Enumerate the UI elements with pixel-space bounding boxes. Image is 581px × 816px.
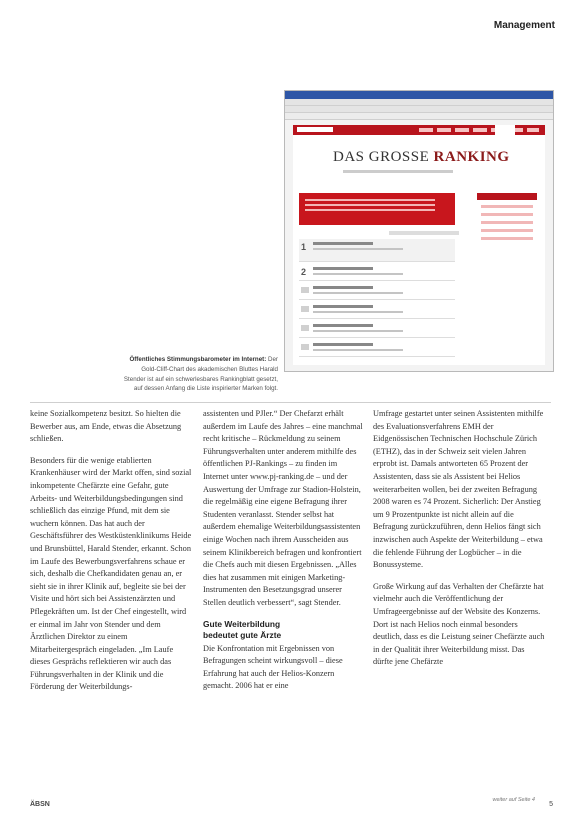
- ranking-row-title: [313, 305, 373, 308]
- paragraph: assistenten und PJler.“ Der Chefarzt erhält außerdem im Laufe des Jahres – eine manchmal recht kritische – Rückmeldung zu seinem Führungsverhalten unter anderem mithilfe des öffentlichen PJ-Rankings – zu finden im Internet unter www.pj-ranking.de – und der Auswertung der Umfrage zur Stadion-Holstein, die regelmäßig eine eigene Befragung ihrer Studenten veranlasst. Stender selbst hat außerdem ehemalige Weiterbildungsassistenten einige Wochen nach ihrem Ausscheiden aus seinem Klinikbereich befragen und konfrontiert die Chefs auch mit diesen Ergebnissen. „Alles dies hat zusammen mit einigen Marketing-Instrumenten den Besetzungsgrad unserer Stellen deutlich verbessert“, sagt Stender.: [203, 409, 363, 607]
- ranking-list: [299, 231, 455, 361]
- ranking-row-icon: [301, 287, 309, 293]
- ranking-row-text: [313, 330, 403, 332]
- ranking-row-text: [313, 248, 403, 250]
- ranking-row-title: [313, 242, 373, 245]
- ranking-list-controls: [389, 231, 459, 235]
- ranking-row-title: [313, 324, 373, 327]
- site-logo: [297, 127, 333, 132]
- article-column-1: [30, 408, 192, 703]
- browser-titlebar: [285, 91, 553, 99]
- site-nav-links: [419, 128, 539, 132]
- ranking-headline-plain: DAS GROSSE: [333, 149, 434, 165]
- ranking-row: [299, 239, 455, 262]
- ranking-row: [299, 302, 455, 319]
- ranking-row-title: [313, 343, 373, 346]
- section-header: Management: [493, 20, 555, 31]
- divider: [30, 402, 551, 403]
- sidebar-link: [481, 221, 533, 224]
- sidebar-header: [477, 193, 537, 200]
- sidebar-link: [481, 237, 533, 240]
- ranking-row-icon: [301, 306, 309, 312]
- sidebar-link: [481, 213, 533, 216]
- ranking-row-text: [313, 311, 403, 313]
- ranking-row: [299, 340, 455, 357]
- caption-lead: Öffentliches Stimmungsbarometer im Internet:: [129, 356, 267, 363]
- article-column-3: [373, 408, 545, 678]
- ranking-row-text: [313, 349, 403, 351]
- ranking-row-title: [313, 286, 373, 289]
- ranking-subline: [343, 170, 453, 173]
- ranking-intro-text: [305, 199, 435, 213]
- caption-body: Der Gold-Cliff-Chart des akademischen Bluttes Harald Stender ist auf ein schwerlesbares Rankingblatt gesetzt, auf dessen Anfang die Liste inspirierter Marken folgt.: [123, 356, 278, 393]
- ranking-sidebar: [477, 193, 537, 313]
- continuation-note: weiter auf Seite 4: [492, 797, 535, 803]
- sidebar-link: [481, 205, 533, 208]
- browser-toolbar: [285, 106, 553, 113]
- browser-address-bar: [285, 113, 553, 120]
- paragraph: Die Konfrontation mit Ergebnissen von Befragungen scheint wirkungsvoll – diese Erfahrung hat auch der Helios-Konzern gemacht. 2006 hat er eine: [203, 643, 343, 691]
- site-navbar: [293, 125, 545, 135]
- ranking-row-icon: [301, 344, 309, 350]
- figure-caption: [120, 355, 278, 394]
- journal-name: ÄBSN: [30, 801, 50, 808]
- subheading-line-2: bedeutet gute Ärzte: [203, 629, 282, 640]
- site-nav-active-tab: [495, 125, 515, 135]
- sidebar-link: [481, 229, 533, 232]
- subheading-line-1: Gute Weiterbildung: [203, 618, 281, 629]
- paragraph: Große Wirkung auf das Verhalten der Chefärzte hat vielmehr auch die Veröffentlichung der Umfrageergebnisse auf der Website des Konzerns. Dort ist nach Helios noch einmal besonders deutlich, dass es die Leistung seiner Chefärzte auch in der Qualität ihrer Weiterbildung misst. Das dürfte jene Chefärzte: [373, 581, 545, 667]
- ranking-number: 2: [301, 267, 307, 277]
- paragraph: Umfrage gestartet unter seinen Assistenten mithilfe des Evaluationsverfahrens EMH der Eidgenössischen Technischen Hochschule Zürich (ETHZ), das in der Schweiz seit vielen Jahren erprobt ist. Damals antworteten 65 Prozent der Assistenten, dass sie als Assistent bei Helios weiterarbeiten wollen, bei der zweiten Befragung 2008 waren es 74 Prozent. Sicherlich: Der Anstieg um 9 Prozentpunkte ist nicht allein auf die Befragung zurückzuführen, denn Helios fängt sich inzwischen auch Aspekte der Weiterbildung – etwa die fehlende Führung der Logbücher – in die Bonussysteme.: [373, 409, 544, 570]
- page-number: 5: [549, 801, 553, 808]
- ranking-row: [299, 264, 455, 281]
- browser-menubar: [285, 99, 553, 106]
- ranking-site: [293, 125, 545, 365]
- paragraph: keine Sozialkompetenz besitzt. So hielten die Bewerber aus, am Ende, etwas die Absetzung schließen.: [30, 409, 182, 444]
- article-column-2: [203, 408, 365, 702]
- ranking-row-text: [313, 273, 403, 275]
- ranking-headline: [333, 149, 510, 166]
- ranking-row-title: [313, 267, 373, 270]
- ranking-row-text: [313, 292, 403, 294]
- website-screenshot: [284, 90, 554, 372]
- ranking-headline-strong: RANKING: [433, 149, 510, 165]
- paragraph: Besonders für die wenige etablierten Krankenhäuser wird der Markt offen, sind sozial inkompetente Chefärzte eine Gefahr, gute Arbeits- und Weiterbildungsbedingungen sind schließlich das einzige Pfund, mit dem sie wuchern können. Das hat auch der Geschäftsführer des Westküstenklinikums Heide und Brunsbüttel, Harald Stender, erkannt. Schon im Laufe des Bewerbungsverfahrens schaue er sich, deshalb die Chefkandidaten genau an, er sieht sie in ihrer Klinik auf, begleite sie bei der Visite und hört sich bei Assistenzärzten und Pflegekräften um. Ist der Chef eingestellt, wird er einmal im Jahr von Stender und dem Ärztlichen Direktor zu einem Mitarbeitergespräch eingeladen. „Im Laufe dieses Gesprächs reflektieren wir auch das Führungsverhalten in der Klinik und die Förderung der Weiterbildungs-: [30, 455, 192, 692]
- ranking-number: 1: [301, 242, 307, 252]
- ranking-row: [299, 283, 455, 300]
- ranking-row: [299, 321, 455, 338]
- ranking-intro-box: [299, 193, 455, 225]
- ranking-row-icon: [301, 325, 309, 331]
